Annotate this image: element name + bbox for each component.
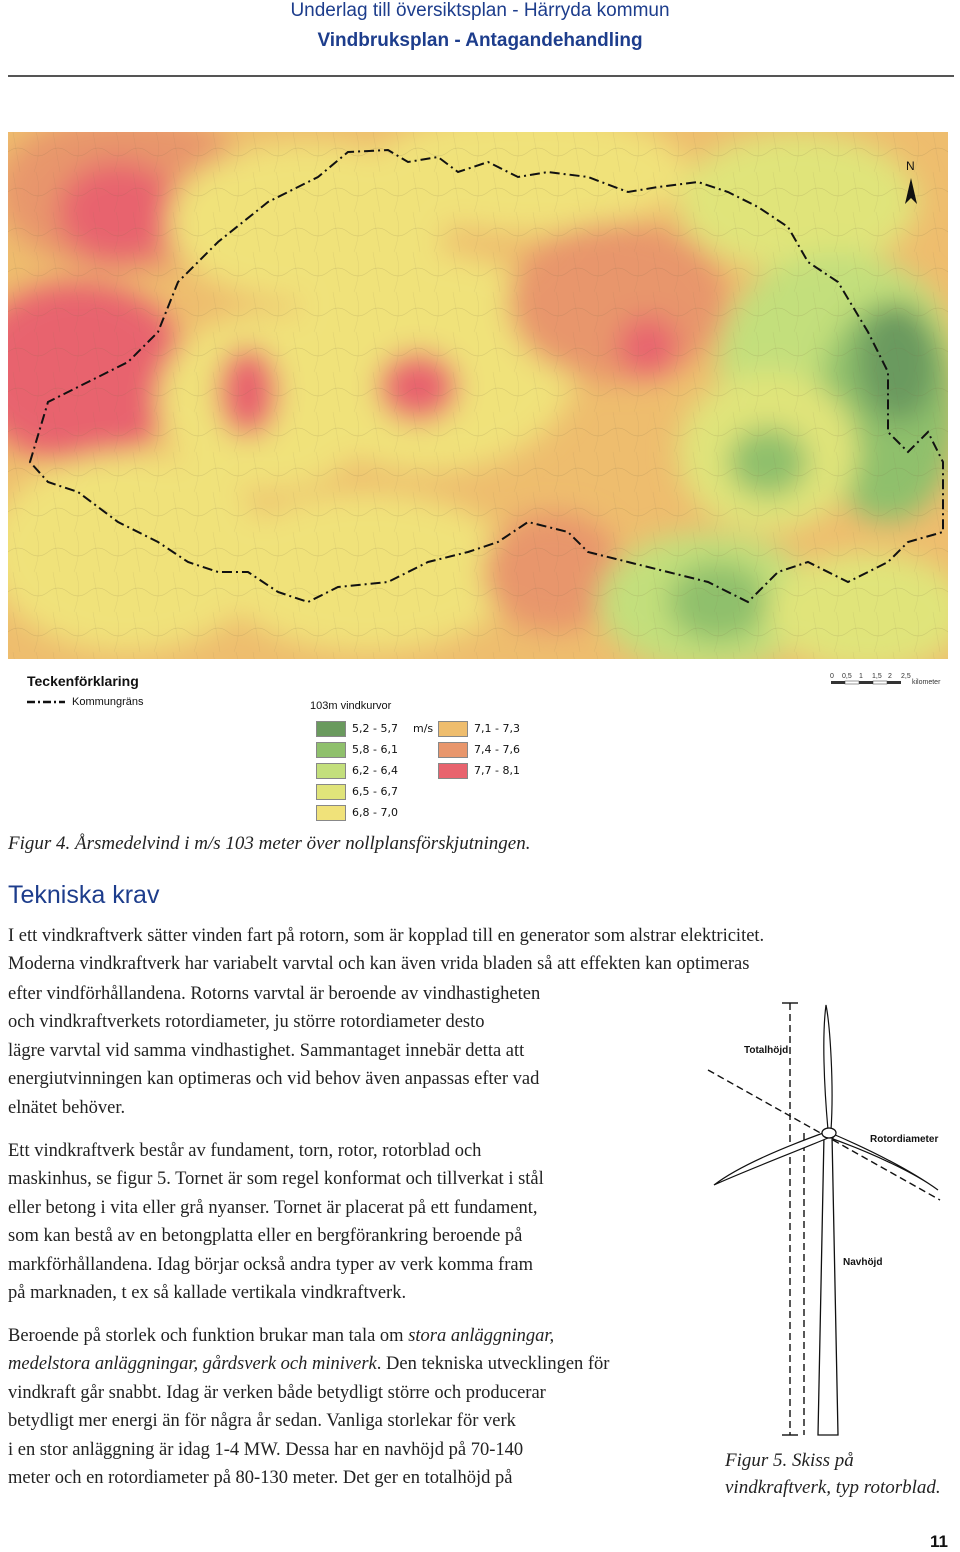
text-line: eller betong i vita eller grå nyanser. Tornet är placerat på ett fundament, [8, 1197, 538, 1218]
paragraph-1-narrow [8, 980, 688, 1122]
wind-class-label: 6,5 - 6,7 [352, 785, 398, 798]
wind-class-swatch [316, 805, 346, 821]
wind-class-swatch [438, 721, 468, 737]
document-subtitle: Vindbruksplan - Antagandehandling [317, 30, 643, 51]
legend-title: Teckenförklaring [27, 673, 139, 689]
text-line: Ett vindkraftverk består av fundament, torn, rotor, rotorblad och [8, 1141, 482, 1161]
total-height-label: Totalhöjd [744, 1045, 789, 1056]
scale-bar [830, 669, 948, 699]
text-line: som kan bestå av en betongplatta eller en bergförankring beroende på [8, 1226, 523, 1247]
wind-class-label: 6,8 - 7,0 [352, 806, 398, 819]
caption-line: vindkraftverk, typ rotorblad. [725, 1477, 941, 1498]
map-legend [8, 659, 948, 829]
text-line: meter och en rotordiameter på 80-130 meter. Det ger en totalhöjd på [8, 1468, 513, 1489]
wind-class-swatch [316, 721, 346, 737]
section-heading: Tekniska krav [8, 881, 160, 909]
text-line: lägre varvtal vid samma vindhastighet. Sammantaget innebär detta att [8, 1040, 525, 1061]
rotor-diameter-label: Rotordiameter [870, 1134, 939, 1145]
text-line: efter vindförhållandena. Rotorns varvtal är beroende av vindhastigheten [8, 984, 541, 1004]
wind-map-image [8, 132, 948, 659]
north-label: N [906, 159, 915, 173]
header-divider [8, 75, 954, 77]
text-line: I ett vindkraftverk sätter vinden fart på rotorn, som är kopplad till en generator som alstrar elektricitet. [8, 926, 765, 946]
scale-tick: 0,5 [842, 673, 852, 680]
text-line: maskinhus, se figur 5. Tornet är som regel konformat och tillverkat i stål [8, 1169, 544, 1190]
caption-line: Figur 5. Skiss på [725, 1450, 854, 1471]
wind-unit-label: m/s [413, 722, 434, 735]
scale-tick: 2 [888, 673, 892, 680]
paragraph-2 [8, 1137, 698, 1307]
document-title: Underlag till översiktsplan - Härryda kommun [290, 0, 670, 21]
wind-class-label: 7,4 - 7,6 [474, 743, 520, 756]
hub-height-label: Navhöjd [843, 1257, 883, 1268]
figure-4-caption: Figur 4. Årsmedelvind i m/s 103 meter över nollplansförskjutningen. [8, 833, 531, 854]
wind-class-label: 7,7 - 8,1 [474, 764, 520, 777]
wind-class-swatch [316, 742, 346, 758]
wind-class-swatch [316, 763, 346, 779]
text-line: och vindkraftverkets rotordiameter, ju större rotordiameter desto [8, 1012, 485, 1033]
text-line: på marknaden, t ex så kallade vertikala vindkraftverk. [8, 1283, 407, 1304]
municipality-boundary-icon [27, 697, 65, 707]
text-line: energiutvinningen kan optimeras och vid behov även anpassas efter vad [8, 1069, 540, 1090]
paragraph-3 [8, 1322, 698, 1492]
text-line: betydligt mer energi än för några år sedan. Vanliga storlekar för verk [8, 1411, 516, 1432]
text-line: Moderna vindkraftverk har variabelt varvtal och kan även vrida bladen så att effekten kan optimeras [8, 954, 750, 975]
wind-map [8, 132, 948, 659]
wind-class-swatch [316, 784, 346, 800]
wind-class-label: 7,1 - 7,3 [474, 722, 520, 735]
scale-tick: 0 [830, 673, 834, 680]
text-line: medelstora anläggningar, gårdsverk och miniverk. Den tekniska utvecklingen för [8, 1354, 610, 1375]
figure-5-caption [725, 1447, 941, 1501]
municipality-boundary-label: Kommungräns [72, 696, 144, 708]
text-line: elnätet behöver. [8, 1097, 126, 1118]
scale-tick: 2,5 [901, 673, 911, 680]
scale-tick: 1 [859, 673, 863, 680]
text-line: markförhållandena. Idag börjar också andra typer av verk komma fram [8, 1254, 533, 1275]
wind-class-swatch [438, 742, 468, 758]
text-line: vindkraft går snabbt. Idag är verken både betydligt större och producerar [8, 1382, 546, 1403]
text-line: Beroende på storlek och funktion brukar man tala om stora anläggningar, [8, 1326, 555, 1346]
wind-class-label: 5,2 - 5,7 [352, 722, 398, 735]
text-line: i en stor anläggning är idag 1-4 MW. Dessa har en navhöjd på 70-140 [8, 1439, 524, 1460]
wind-legend-title: 103m vindkurvor [310, 700, 392, 712]
wind-class-label: 5,8 - 6,1 [352, 743, 398, 756]
page-number: 11 [930, 1532, 948, 1551]
wind-class-label: 6,2 - 6,4 [352, 764, 398, 777]
wind-class-swatch [438, 763, 468, 779]
scale-tick: 1,5 [872, 673, 882, 680]
wind-turbine-sketch [700, 995, 950, 1445]
paragraph-1-full [8, 922, 956, 979]
scale-unit: kilometer [912, 679, 941, 686]
